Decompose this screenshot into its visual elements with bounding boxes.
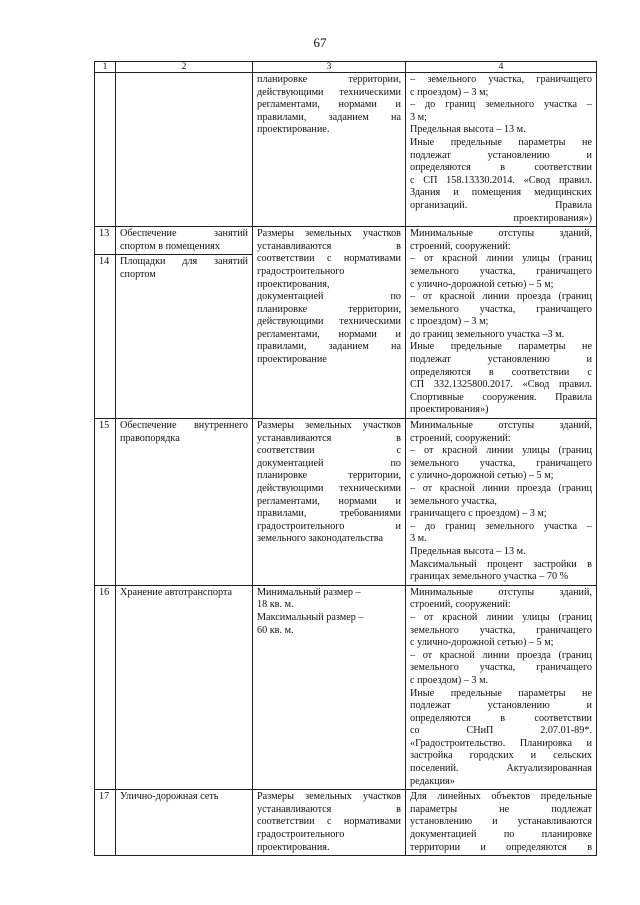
table-row <box>95 73 597 227</box>
text-line: организаций. Правила <box>410 199 592 211</box>
text-line: 60 кв. м. <box>257 624 294 636</box>
text-line: Иные предельные параметры не <box>410 687 592 699</box>
size-params-cell <box>253 790 406 856</box>
text-line: проектирования») <box>513 212 592 224</box>
use-name-cell <box>116 227 253 255</box>
text-line: Минимальные отступы зданий, <box>410 420 592 432</box>
text-line: Размеры земельных участков <box>257 228 401 240</box>
text-line: подлежат установлению и <box>410 700 592 712</box>
text-line: правилами, заданием на <box>257 111 401 123</box>
limits-cell <box>406 585 597 790</box>
table-row <box>95 227 597 255</box>
use-name-cell <box>116 255 253 419</box>
table-row <box>95 790 597 856</box>
text-line: Иные предельные параметры не <box>410 136 592 148</box>
text-line: до границ земельного участка –3 м. <box>410 328 565 340</box>
text-line: земельного участка, граничащего <box>410 457 592 469</box>
text-line: 18 кв. м. <box>257 599 294 611</box>
limits-cell <box>406 419 597 586</box>
text-line: Предельная высота – 13 м. <box>410 545 526 557</box>
text-line: планировке территории, <box>257 74 401 85</box>
text-line: строений, сооружений: <box>410 432 511 444</box>
text-line: определяются в соответствии <box>410 162 592 174</box>
text-line: строений, сооружений: <box>410 240 511 252</box>
text-line: Площадки для занятий <box>120 256 248 268</box>
text-line: Обеспечение занятий <box>120 228 248 240</box>
row-number-cell: 13 <box>95 227 116 255</box>
text-line: – от красной линии проезда (границ <box>410 483 592 494</box>
text-line: установлению и устанавливаются <box>410 816 592 828</box>
text-line: земельного участка, граничащего <box>410 265 592 277</box>
row-number-cell <box>95 73 116 227</box>
text-line: Улично-дорожная сеть <box>120 791 219 803</box>
text-line: планировке территории, <box>257 303 401 315</box>
use-name-cell <box>116 419 253 586</box>
text-line: действующими техническими <box>257 86 401 98</box>
text-line: территории и определяются в <box>410 841 592 853</box>
text-line: соответствии с нормативами <box>257 816 401 828</box>
text-line: Для линейных объектов предельные <box>410 791 592 803</box>
size-params-cell <box>253 73 406 227</box>
text-line: с проездом) – 3 м; <box>410 316 489 328</box>
use-name-cell <box>116 790 253 856</box>
text-line: устанавливаются в <box>257 432 401 444</box>
text-line: редакция» <box>410 775 455 787</box>
text-line: Здания и помещения медицинских <box>410 187 592 199</box>
text-line: Хранение автотранспорта <box>120 586 233 598</box>
text-line: СП 332.1325800.2017. «Свод правил. <box>410 379 592 391</box>
text-line: строений, сооружений: <box>410 599 511 611</box>
header-row <box>95 62 597 73</box>
text-line: Размеры земельных участков <box>257 791 401 803</box>
text-line: регламентами, нормами и <box>257 99 401 111</box>
text-line: градостроительного и <box>257 520 401 532</box>
text-line: Минимальный размер – <box>257 586 361 598</box>
text-line: с СП 158.13330.2014. «Свод правил. <box>410 174 592 186</box>
size-params-cell <box>253 585 406 790</box>
text-line: параметры не подлежат <box>410 803 592 815</box>
text-line: правопорядка <box>120 432 180 444</box>
text-line: – до границ земельного участка – <box>410 99 592 111</box>
header-cell: 1 <box>95 62 116 73</box>
row-number-cell: 17 <box>95 790 116 856</box>
text-line: определяются в соответствии с <box>410 366 592 378</box>
text-line: 3 м; <box>410 111 427 123</box>
header-cell: 3 <box>253 62 406 73</box>
text-line: соответствии с нормативами <box>257 253 401 265</box>
text-line: правилами, требованиями <box>257 508 401 520</box>
text-line: земельного участка, граничащего <box>410 662 592 674</box>
text-line: документацией по <box>257 291 401 303</box>
text-line: соответствии с <box>257 445 401 457</box>
text-line: Минимальные отступы зданий, <box>410 586 592 598</box>
text-line: земельного участка, граничащего <box>410 624 592 636</box>
text-line: Минимальные отступы зданий, <box>410 228 592 240</box>
limits-cell <box>406 227 597 419</box>
limits-cell <box>406 790 597 856</box>
text-line: Иные предельные параметры не <box>410 341 592 353</box>
text-line: Размеры земельных участков <box>257 420 401 432</box>
text-line: Предельная высота – 13 м. <box>410 124 526 136</box>
text-line: поселений. Актуализированная <box>410 763 592 775</box>
row-number-cell: 15 <box>95 419 116 586</box>
text-line: документацией по планировке <box>410 829 592 841</box>
text-line: земельного участка, граничащего <box>410 303 592 315</box>
text-line: подлежат установлению и <box>410 354 592 366</box>
text-line: определяются в соответствии <box>410 712 592 724</box>
header-cell: 4 <box>406 62 597 73</box>
text-line: «Градостроительство. Планировка и <box>410 737 592 749</box>
table-row <box>95 419 597 586</box>
text-line: земельного участка, <box>410 495 497 507</box>
size-params-cell <box>253 419 406 586</box>
text-line: с улично-дорожной сетью) – 5 м; <box>410 470 554 482</box>
text-line: с проездом) – 3 м; <box>410 86 489 98</box>
text-line: Максимальный размер – <box>257 611 364 623</box>
text-line: граничащего с проездом) – 3 м; <box>410 508 547 520</box>
text-line: проектирования») <box>410 404 489 416</box>
use-name-cell <box>116 73 253 227</box>
text-line: действующими техническими <box>257 316 401 328</box>
text-line: – от красной линии улицы (границ <box>410 445 592 457</box>
size-params-cell <box>253 227 406 419</box>
row-number-cell: 16 <box>95 585 116 790</box>
text-line: с проездом) – 3 м. <box>410 674 489 686</box>
text-line: Спортивные сооружения. Правила <box>410 391 592 403</box>
text-line: регламентами, нормами и <box>257 328 401 340</box>
text-line: градостроительного <box>257 829 345 841</box>
text-line: – земельного участка, граничащего <box>410 74 592 85</box>
row-number-cell: 14 <box>95 255 116 419</box>
text-line: с улично-дорожной сетью) – 5 м; <box>410 278 554 290</box>
text-line: устанавливаются в <box>257 803 401 815</box>
text-line: – от красной линии проезда (границ <box>410 291 592 303</box>
text-line: – от красной линии улицы (границ <box>410 611 592 623</box>
text-line: проектирования, <box>257 278 330 290</box>
page-number: 67 <box>313 35 327 50</box>
text-line: действующими техническими <box>257 483 401 494</box>
limits-cell <box>406 73 597 227</box>
text-line: – от красной линии проезда (границ <box>410 649 592 661</box>
text-line: застройка городских и сельских <box>410 750 592 762</box>
text-line: – от красной линии улицы (границ <box>410 253 592 265</box>
text-line: проектирование. <box>257 124 330 136</box>
text-line: спортом в помещениях <box>120 240 220 252</box>
text-line: 3 м. <box>410 533 427 545</box>
text-line: Обеспечение внутреннего <box>120 420 248 432</box>
text-line: правилами, заданием на <box>257 341 401 353</box>
text-line: проектирование <box>257 354 327 366</box>
text-line: с улично-дорожной сетью) – 5 м; <box>410 637 554 649</box>
text-line: документацией по <box>257 457 401 469</box>
text-line: регламентами, нормами и <box>257 495 401 507</box>
text-line: спортом <box>120 268 156 280</box>
text-line: границах земельного участка – 70 % <box>410 571 569 583</box>
text-line: устанавливаются в <box>257 240 401 252</box>
text-line: градостроительного <box>257 265 345 277</box>
text-line: земельного законодательства <box>257 533 383 545</box>
table-row <box>95 585 597 790</box>
text-line: – до границ земельного участка – <box>410 520 592 532</box>
text-line: со СНиП 2.07.01-89*. <box>410 725 592 737</box>
use-name-cell <box>116 585 253 790</box>
text-line: планировке территории, <box>257 470 401 482</box>
text-line: проектирования. <box>257 841 330 853</box>
land-use-table <box>94 61 597 856</box>
text-line: подлежат установлению и <box>410 149 592 161</box>
text-line: Максимальный процент застройки в <box>410 558 592 570</box>
header-cell: 2 <box>116 62 253 73</box>
